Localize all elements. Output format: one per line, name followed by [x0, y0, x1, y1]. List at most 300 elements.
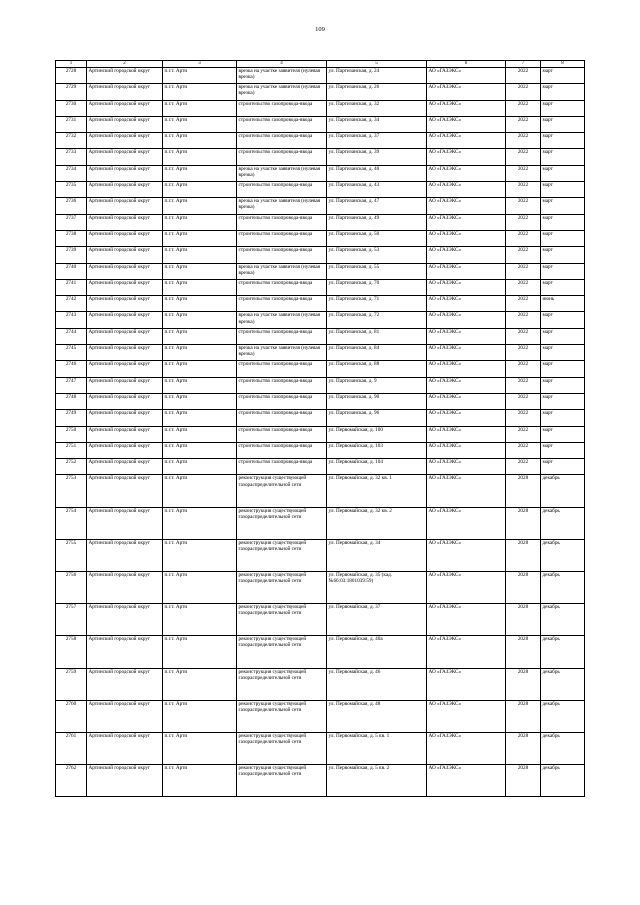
year-cell: 2022 — [506, 410, 541, 426]
table-row — [56, 116, 585, 132]
district-cell: Артинский городской округ — [87, 361, 163, 377]
month-cell: декабрь — [541, 765, 585, 797]
work-type-cell: реконструкция существующей газораспределительной сети — [237, 604, 327, 636]
month-cell: март — [541, 328, 585, 344]
row-number-cell: 2744 — [56, 328, 87, 344]
organization-cell: АО «ГАЗЭКС» — [427, 328, 506, 344]
year-cell: 2022 — [506, 198, 541, 214]
settlement-cell: п.г.т. Арти — [163, 765, 237, 797]
table-row — [56, 475, 585, 507]
table-body — [56, 68, 585, 797]
work-type-cell: врезка на участке заявителя (нулевая врезка) — [237, 68, 327, 84]
row-number-cell: 2738 — [56, 230, 87, 246]
address-cell: ул. Партизанская, д. 71 — [327, 296, 427, 312]
organization-cell: АО «ГАЗЭКС» — [427, 84, 506, 100]
district-cell: Артинский городской округ — [87, 279, 163, 295]
row-number-cell: 2757 — [56, 604, 87, 636]
row-number-cell: 2746 — [56, 361, 87, 377]
organization-cell: АО «ГАЗЭКС» — [427, 507, 506, 539]
settlement-cell: п.г.т. Арти — [163, 410, 237, 426]
organization-cell: АО «ГАЗЭКС» — [427, 182, 506, 198]
work-type-cell: строительство газопровода-ввода — [237, 247, 327, 263]
work-type-cell: реконструкция существующей газораспределительной сети — [237, 668, 327, 700]
address-cell: ул. Партизанская, д. 72 — [327, 312, 427, 328]
row-number-cell: 2730 — [56, 100, 87, 116]
month-cell: декабрь — [541, 732, 585, 764]
row-number-cell: 2762 — [56, 765, 87, 797]
settlement-cell: п.г.т. Арти — [163, 604, 237, 636]
settlement-cell: п.г.т. Арти — [163, 700, 237, 732]
address-cell: ул. Партизанская, д. 70 — [327, 279, 427, 295]
settlement-cell: п.г.т. Арти — [163, 247, 237, 263]
table-row — [56, 393, 585, 409]
district-cell: Артинский городской округ — [87, 328, 163, 344]
column-header: 2 — [87, 61, 163, 68]
column-header: 5 — [327, 61, 427, 68]
row-number-cell: 2758 — [56, 636, 87, 668]
address-cell: ул. Первомайская, д. 35 (кад. №66:03:1801039:59) — [327, 571, 427, 603]
table-row — [56, 539, 585, 571]
row-number-cell: 2736 — [56, 198, 87, 214]
year-cell: 2028 — [506, 765, 541, 797]
work-type-cell: врезка на участке заявителя (нулевая врезка) — [237, 84, 327, 100]
table-row — [56, 68, 585, 84]
table-row — [56, 700, 585, 732]
settlement-cell: п.г.т. Арти — [163, 507, 237, 539]
settlement-cell: п.г.т. Арти — [163, 279, 237, 295]
row-number-cell: 2728 — [56, 68, 87, 84]
year-cell: 2022 — [506, 345, 541, 361]
address-cell: ул. Партизанская, д. 55 — [327, 263, 427, 279]
row-number-cell: 2739 — [56, 247, 87, 263]
address-cell: ул. Первомайская, д. 34 — [327, 539, 427, 571]
work-type-cell: реконструкция существующей газораспределительной сети — [237, 571, 327, 603]
table-row — [56, 571, 585, 603]
district-cell: Артинский городской округ — [87, 393, 163, 409]
district-cell: Артинский городской округ — [87, 426, 163, 442]
work-type-cell: врезка на участке заявителя (нулевая врезка) — [237, 312, 327, 328]
address-cell: ул. Партизанская, д. 84 — [327, 345, 427, 361]
address-cell: ул. Партизанская, д. 37 — [327, 133, 427, 149]
month-cell: июнь — [541, 296, 585, 312]
address-cell: ул. Партизанская, д. 49 — [327, 214, 427, 230]
row-number-cell: 2750 — [56, 426, 87, 442]
district-cell: Артинский городской округ — [87, 377, 163, 393]
organization-cell: АО «ГАЗЭКС» — [427, 116, 506, 132]
work-type-cell: строительство газопровода-ввода — [237, 182, 327, 198]
table-row — [56, 214, 585, 230]
settlement-cell: п.г.т. Арти — [163, 149, 237, 165]
address-cell: ул. Партизанская, д. 53 — [327, 247, 427, 263]
work-type-cell: строительство газопровода-ввода — [237, 296, 327, 312]
month-cell: декабрь — [541, 604, 585, 636]
month-cell: декабрь — [541, 539, 585, 571]
row-number-cell: 2761 — [56, 732, 87, 764]
district-cell: Артинский городской округ — [87, 116, 163, 132]
table-row — [56, 279, 585, 295]
table-header-row — [56, 61, 585, 68]
address-cell: ул. Первомайская, д. 104 — [327, 459, 427, 475]
district-cell: Артинский городской округ — [87, 442, 163, 458]
year-cell: 2022 — [506, 328, 541, 344]
settlement-cell: п.г.т. Арти — [163, 165, 237, 181]
month-cell: март — [541, 393, 585, 409]
gasification-table — [55, 60, 585, 797]
organization-cell: АО «ГАЗЭКС» — [427, 279, 506, 295]
table-row — [56, 345, 585, 361]
row-number-cell: 2759 — [56, 668, 87, 700]
settlement-cell: п.г.т. Арти — [163, 296, 237, 312]
year-cell: 2022 — [506, 84, 541, 100]
organization-cell: АО «ГАЗЭКС» — [427, 149, 506, 165]
district-cell: Артинский городской округ — [87, 732, 163, 764]
work-type-cell: строительство газопровода-ввода — [237, 133, 327, 149]
table-row — [56, 263, 585, 279]
table-row — [56, 182, 585, 198]
address-cell: ул. Первомайская, д. 46 — [327, 668, 427, 700]
settlement-cell: п.г.т. Арти — [163, 393, 237, 409]
month-cell: март — [541, 100, 585, 116]
column-header: 6 — [427, 61, 506, 68]
organization-cell: АО «ГАЗЭКС» — [427, 732, 506, 764]
year-cell: 2022 — [506, 459, 541, 475]
year-cell: 2022 — [506, 247, 541, 263]
settlement-cell: п.г.т. Арти — [163, 345, 237, 361]
year-cell: 2022 — [506, 393, 541, 409]
page-number: 109 — [315, 26, 325, 33]
district-cell: Артинский городской округ — [87, 312, 163, 328]
settlement-cell: п.г.т. Арти — [163, 214, 237, 230]
district-cell: Артинский городской округ — [87, 84, 163, 100]
month-cell: март — [541, 182, 585, 198]
organization-cell: АО «ГАЗЭКС» — [427, 668, 506, 700]
organization-cell: АО «ГАЗЭКС» — [427, 539, 506, 571]
month-cell: март — [541, 68, 585, 84]
district-cell: Артинский городской округ — [87, 475, 163, 507]
settlement-cell: п.г.т. Арти — [163, 732, 237, 764]
organization-cell: АО «ГАЗЭКС» — [427, 133, 506, 149]
district-cell: Артинский городской округ — [87, 410, 163, 426]
row-number-cell: 2753 — [56, 475, 87, 507]
district-cell: Артинский городской округ — [87, 604, 163, 636]
district-cell: Артинский городской округ — [87, 165, 163, 181]
table-row — [56, 361, 585, 377]
work-type-cell: строительство газопровода-ввода — [237, 149, 327, 165]
organization-cell: АО «ГАЗЭКС» — [427, 765, 506, 797]
work-type-cell: реконструкция существующей газораспределительной сети — [237, 700, 327, 732]
table-row — [56, 459, 585, 475]
year-cell: 2022 — [506, 149, 541, 165]
row-number-cell: 2752 — [56, 459, 87, 475]
row-number-cell: 2733 — [56, 149, 87, 165]
year-cell: 2028 — [506, 507, 541, 539]
month-cell: март — [541, 312, 585, 328]
address-cell: ул. Первомайская, д. 37 — [327, 604, 427, 636]
year-cell: 2022 — [506, 133, 541, 149]
district-cell: Артинский городской округ — [87, 68, 163, 84]
row-number-cell: 2731 — [56, 116, 87, 132]
work-type-cell: врезка на участке заявителя (нулевая врезка) — [237, 198, 327, 214]
year-cell: 2022 — [506, 230, 541, 246]
month-cell: март — [541, 214, 585, 230]
column-header: 8 — [541, 61, 585, 68]
table-row — [56, 604, 585, 636]
year-cell: 2022 — [506, 182, 541, 198]
work-type-cell: реконструкция существующей газораспределительной сети — [237, 507, 327, 539]
organization-cell: АО «ГАЗЭКС» — [427, 230, 506, 246]
work-type-cell: строительство газопровода-ввода — [237, 100, 327, 116]
district-cell: Артинский городской округ — [87, 182, 163, 198]
work-type-cell: реконструкция существующей газораспределительной сети — [237, 636, 327, 668]
settlement-cell: п.г.т. Арти — [163, 539, 237, 571]
month-cell: март — [541, 377, 585, 393]
month-cell: март — [541, 133, 585, 149]
month-cell: март — [541, 426, 585, 442]
work-type-cell: строительство газопровода-ввода — [237, 426, 327, 442]
district-cell: Артинский городской округ — [87, 345, 163, 361]
row-number-cell: 2749 — [56, 410, 87, 426]
row-number-cell: 2737 — [56, 214, 87, 230]
organization-cell: АО «ГАЗЭКС» — [427, 410, 506, 426]
settlement-cell: п.г.т. Арти — [163, 116, 237, 132]
column-header: 4 — [237, 61, 327, 68]
row-number-cell: 2760 — [56, 700, 87, 732]
row-number-cell: 2735 — [56, 182, 87, 198]
year-cell: 2028 — [506, 539, 541, 571]
district-cell: Артинский городской округ — [87, 230, 163, 246]
row-number-cell: 2745 — [56, 345, 87, 361]
organization-cell: АО «ГАЗЭКС» — [427, 377, 506, 393]
year-cell: 2022 — [506, 263, 541, 279]
row-number-cell: 2741 — [56, 279, 87, 295]
district-cell: Артинский городской округ — [87, 149, 163, 165]
settlement-cell: п.г.т. Арти — [163, 230, 237, 246]
table-row — [56, 312, 585, 328]
organization-cell: АО «ГАЗЭКС» — [427, 700, 506, 732]
year-cell: 2022 — [506, 214, 541, 230]
row-number-cell: 2732 — [56, 133, 87, 149]
month-cell: март — [541, 442, 585, 458]
row-number-cell: 2740 — [56, 263, 87, 279]
settlement-cell: п.г.т. Арти — [163, 312, 237, 328]
month-cell: март — [541, 149, 585, 165]
work-type-cell: строительство газопровода-ввода — [237, 393, 327, 409]
settlement-cell: п.г.т. Арти — [163, 668, 237, 700]
settlement-cell: п.г.т. Арти — [163, 426, 237, 442]
organization-cell: АО «ГАЗЭКС» — [427, 345, 506, 361]
work-type-cell: строительство газопровода-ввода — [237, 116, 327, 132]
address-cell: ул. Партизанская, д. 47 — [327, 198, 427, 214]
organization-cell: АО «ГАЗЭКС» — [427, 312, 506, 328]
organization-cell: АО «ГАЗЭКС» — [427, 198, 506, 214]
table-row — [56, 100, 585, 116]
address-cell: ул. Партизанская, д. 81 — [327, 328, 427, 344]
organization-cell: АО «ГАЗЭКС» — [427, 604, 506, 636]
table-row — [56, 149, 585, 165]
organization-cell: АО «ГАЗЭКС» — [427, 165, 506, 181]
district-cell: Артинский городской округ — [87, 636, 163, 668]
row-number-cell: 2729 — [56, 84, 87, 100]
table-row — [56, 296, 585, 312]
month-cell: декабрь — [541, 507, 585, 539]
organization-cell: АО «ГАЗЭКС» — [427, 426, 506, 442]
district-cell: Артинский городской округ — [87, 507, 163, 539]
month-cell: март — [541, 165, 585, 181]
address-cell: ул. Первомайская, д. 40а — [327, 636, 427, 668]
address-cell: ул. Первомайская, д. 5 кв. 2 — [327, 765, 427, 797]
address-cell: ул. Партизанская, д. 39 — [327, 149, 427, 165]
month-cell: март — [541, 116, 585, 132]
address-cell: ул. Партизанская, д. 40 — [327, 165, 427, 181]
settlement-cell: п.г.т. Арти — [163, 361, 237, 377]
organization-cell: АО «ГАЗЭКС» — [427, 68, 506, 84]
year-cell: 2028 — [506, 604, 541, 636]
table-row — [56, 328, 585, 344]
table-row — [56, 247, 585, 263]
address-cell: ул. Первомайская, д. 5 кв. 1 — [327, 732, 427, 764]
month-cell: март — [541, 84, 585, 100]
district-cell: Артинский городской округ — [87, 668, 163, 700]
work-type-cell: реконструкция существующей газораспределительной сети — [237, 765, 327, 797]
address-cell: ул. Партизанская, д. 43 — [327, 182, 427, 198]
year-cell: 2022 — [506, 426, 541, 442]
district-cell: Артинский городской округ — [87, 263, 163, 279]
table-row — [56, 377, 585, 393]
table-row — [56, 133, 585, 149]
address-cell: ул. Партизанская, д. 90 — [327, 393, 427, 409]
organization-cell: АО «ГАЗЭКС» — [427, 361, 506, 377]
district-cell: Артинский городской округ — [87, 765, 163, 797]
work-type-cell: строительство газопровода-ввода — [237, 230, 327, 246]
column-header: 7 — [506, 61, 541, 68]
year-cell: 2028 — [506, 700, 541, 732]
year-cell: 2028 — [506, 732, 541, 764]
address-cell: ул. Партизанская, д. 50 — [327, 230, 427, 246]
settlement-cell: п.г.т. Арти — [163, 459, 237, 475]
district-cell: Артинский городской округ — [87, 539, 163, 571]
work-type-cell: строительство газопровода-ввода — [237, 442, 327, 458]
year-cell: 2022 — [506, 116, 541, 132]
row-number-cell: 2755 — [56, 539, 87, 571]
work-type-cell: реконструкция существующей газораспределительной сети — [237, 732, 327, 764]
year-cell: 2022 — [506, 279, 541, 295]
organization-cell: АО «ГАЗЭКС» — [427, 442, 506, 458]
address-cell: ул. Первомайская, д. 103 — [327, 442, 427, 458]
year-cell: 2022 — [506, 100, 541, 116]
year-cell: 2022 — [506, 442, 541, 458]
settlement-cell: п.г.т. Арти — [163, 84, 237, 100]
table-row — [56, 765, 585, 797]
table-row — [56, 507, 585, 539]
row-number-cell: 2751 — [56, 442, 87, 458]
work-type-cell: строительство газопровода-ввода — [237, 377, 327, 393]
month-cell: март — [541, 263, 585, 279]
organization-cell: АО «ГАЗЭКС» — [427, 214, 506, 230]
table-row — [56, 84, 585, 100]
address-cell: ул. Партизанская, д. 9 — [327, 377, 427, 393]
settlement-cell: п.г.т. Арти — [163, 377, 237, 393]
organization-cell: АО «ГАЗЭКС» — [427, 100, 506, 116]
row-number-cell: 2756 — [56, 571, 87, 603]
column-header: 1 — [56, 61, 87, 68]
settlement-cell: п.г.т. Арти — [163, 328, 237, 344]
year-cell: 2028 — [506, 571, 541, 603]
year-cell: 2022 — [506, 312, 541, 328]
organization-cell: АО «ГАЗЭКС» — [427, 636, 506, 668]
district-cell: Артинский городской округ — [87, 459, 163, 475]
month-cell: март — [541, 459, 585, 475]
year-cell: 2028 — [506, 668, 541, 700]
work-type-cell: строительство газопровода-ввода — [237, 328, 327, 344]
work-type-cell: реконструкция существующей газораспределительной сети — [237, 475, 327, 507]
district-cell: Артинский городской округ — [87, 100, 163, 116]
organization-cell: АО «ГАЗЭКС» — [427, 263, 506, 279]
settlement-cell: п.г.т. Арти — [163, 475, 237, 507]
settlement-cell: п.г.т. Арти — [163, 263, 237, 279]
organization-cell: АО «ГАЗЭКС» — [427, 247, 506, 263]
row-number-cell: 2747 — [56, 377, 87, 393]
organization-cell: АО «ГАЗЭКС» — [427, 393, 506, 409]
address-cell: ул. Партизанская, д. 96 — [327, 410, 427, 426]
table-row — [56, 732, 585, 764]
row-number-cell: 2734 — [56, 165, 87, 181]
work-type-cell: строительство газопровода-ввода — [237, 214, 327, 230]
table-row — [56, 410, 585, 426]
settlement-cell: п.г.т. Арти — [163, 442, 237, 458]
address-cell: ул. Первомайская, д. 32 кв. 1 — [327, 475, 427, 507]
address-cell: ул. Партизанская, д. 88 — [327, 361, 427, 377]
month-cell: март — [541, 198, 585, 214]
work-type-cell: строительство газопровода-ввода — [237, 410, 327, 426]
district-cell: Артинский городской округ — [87, 296, 163, 312]
month-cell: март — [541, 247, 585, 263]
table-row — [56, 636, 585, 668]
settlement-cell: п.г.т. Арти — [163, 68, 237, 84]
row-number-cell: 2743 — [56, 312, 87, 328]
settlement-cell: п.г.т. Арти — [163, 100, 237, 116]
month-cell: декабрь — [541, 636, 585, 668]
table-row — [56, 230, 585, 246]
settlement-cell: п.г.т. Арти — [163, 182, 237, 198]
settlement-cell: п.г.т. Арти — [163, 571, 237, 603]
year-cell: 2022 — [506, 361, 541, 377]
address-cell: ул. Первомайская, д. 48 — [327, 700, 427, 732]
settlement-cell: п.г.т. Арти — [163, 198, 237, 214]
work-type-cell: реконструкция существующей газораспределительной сети — [237, 539, 327, 571]
address-cell: ул. Партизанская, д. 24 — [327, 68, 427, 84]
month-cell: декабрь — [541, 475, 585, 507]
district-cell: Артинский городской округ — [87, 198, 163, 214]
organization-cell: АО «ГАЗЭКС» — [427, 571, 506, 603]
district-cell: Артинский городской округ — [87, 700, 163, 732]
address-cell: ул. Первомайская, д. 32 кв. 2 — [327, 507, 427, 539]
work-type-cell: врезка на участке заявителя (нулевая врезка) — [237, 345, 327, 361]
year-cell: 2022 — [506, 68, 541, 84]
month-cell: март — [541, 361, 585, 377]
address-cell: ул. Партизанская, д. 32 — [327, 100, 427, 116]
month-cell: март — [541, 279, 585, 295]
column-header: 3 — [163, 61, 237, 68]
row-number-cell: 2748 — [56, 393, 87, 409]
district-cell: Артинский городской округ — [87, 247, 163, 263]
organization-cell: АО «ГАЗЭКС» — [427, 475, 506, 507]
district-cell: Артинский городской округ — [87, 571, 163, 603]
year-cell: 2022 — [506, 296, 541, 312]
table-row — [56, 668, 585, 700]
month-cell: декабрь — [541, 700, 585, 732]
table-row — [56, 165, 585, 181]
year-cell: 2028 — [506, 475, 541, 507]
